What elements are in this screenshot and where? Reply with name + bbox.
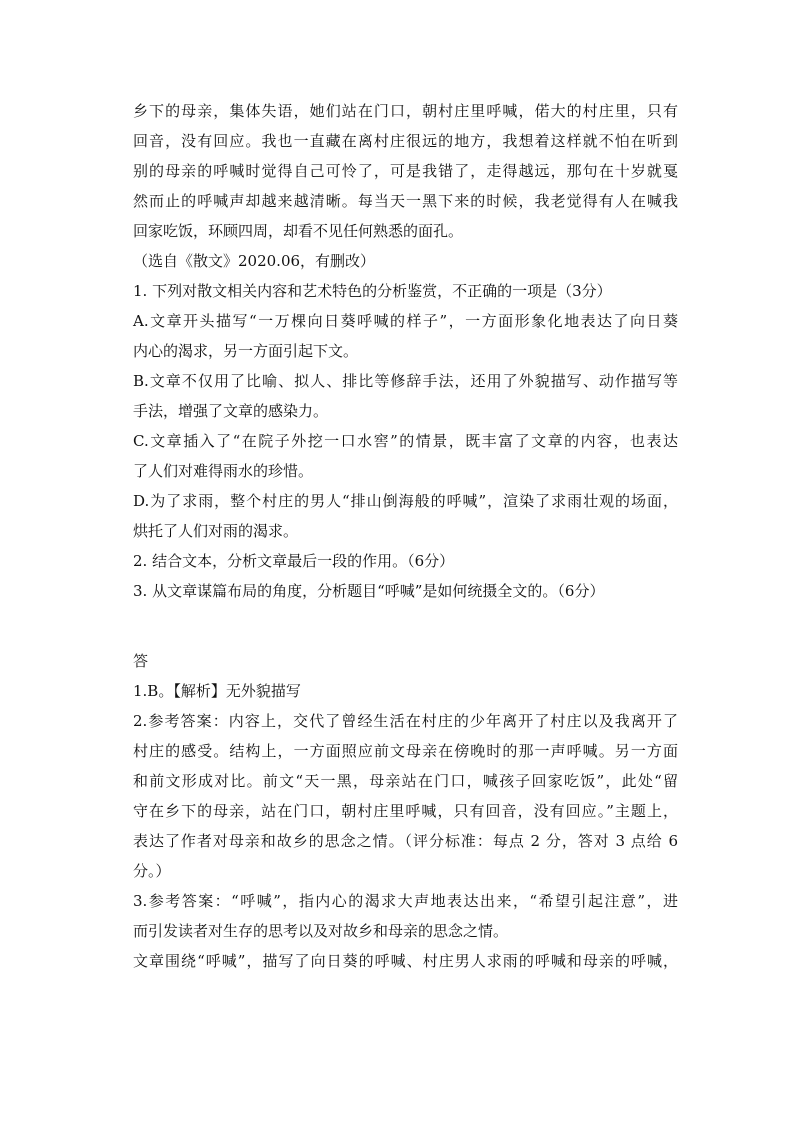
question-1: 1. 下列对散文相关内容和艺术特色的分析鉴赏，不正确的一项是（3分）	[133, 282, 612, 300]
option-d	[133, 486, 678, 546]
answer-2-line: 表达了作者对母亲和故乡的思念之情。（评分标准：每点 2 分，答对 3 点给 6	[133, 832, 678, 850]
answer-2-line: 守在乡下的母亲，站在门口，朝村庄里呼喊，只有回音，没有回应。”主题上，	[133, 802, 678, 820]
spacer	[133, 606, 678, 636]
passage	[133, 96, 678, 276]
spacer	[133, 636, 678, 646]
answer-2-line: 和前文形成对比。前文“天一黑，母亲站在门口，喊孩子回家吃饭”，此处“留	[133, 772, 678, 790]
answers	[133, 646, 678, 976]
option-a-line: 内心的渴求，另一方面引起下文。	[133, 342, 359, 360]
question-3: 3. 从文章谋篇布局的角度，分析题目“呼喊”是如何统摄全文的。（6分）	[133, 582, 605, 600]
answer-3-line: 而引发读者对生存的思考以及对故乡和母亲的思念之情。	[133, 922, 509, 940]
passage-line: 乡下的母亲，集体失语，她们站在门口，朝村庄里呼喊，偌大的村庄里，只有	[133, 102, 678, 120]
option-a	[133, 306, 678, 366]
passage-line: 别的母亲的呼喊时觉得自己可怜了，可是我错了，走得越远，那句在十岁就戛	[133, 162, 678, 180]
answers-heading: 答	[133, 652, 149, 670]
answer-1: 1.B。【解析】无外貌描写	[133, 682, 301, 700]
option-d-line: D.为了求雨，整个村庄的男人“排山倒海般的呼喊”，渲染了求雨壮观的场面，	[133, 492, 678, 510]
answer-2-line: 分。）	[133, 862, 171, 880]
passage-line: 回音，没有回应。我也一直藏在离村庄很远的地方，我想着这样就不怕在听到	[133, 132, 678, 150]
answer-2	[133, 706, 678, 886]
question-2: 2. 结合文本，分析文章最后一段的作用。（6分）	[133, 552, 455, 570]
answer-2-line: 村庄的感受。结构上，一方面照应前文母亲在傍晚时的那一声呼喊。另一方面	[133, 742, 678, 760]
option-b-line: B.文章不仅用了比喻、拟人、排比等修辞手法，还用了外貌描写、动作描写等	[133, 372, 678, 390]
option-c	[133, 426, 678, 486]
answer-3-line: 3.参考答案：“呼喊”，指内心的渴求大声地表达出来，“希望引起注意”，进	[133, 892, 678, 910]
option-a-line: A.文章开头描写“一万棵向日葵呼喊的样子”，一方面形象化地表达了向日葵	[133, 312, 678, 330]
answer-3-continuation: 文章围绕“呼喊”，描写了向日葵的呼喊、村庄男人求雨的呼喊和母亲的呼喊，	[133, 952, 678, 970]
answer-3	[133, 886, 678, 946]
answer-2-line: 2.参考答案：内容上，交代了曾经生活在村庄的少年离开了村庄以及我离开了	[133, 712, 678, 730]
source-citation: （选自《散文》2020.06，有删改）	[133, 252, 376, 270]
questions	[133, 276, 678, 606]
passage-line: 回家吃饭，环顾四周，却看不见任何熟悉的面孔。	[133, 222, 464, 240]
option-c-line: 了人们对难得雨水的珍惜。	[133, 462, 314, 480]
option-c-line: C.文章插入了“在院子外挖一口水窖”的情景，既丰富了文章的内容，也表达	[133, 432, 678, 450]
option-b	[133, 366, 678, 426]
document-body	[133, 96, 678, 976]
option-b-line: 手法，增强了文章的感染力。	[133, 402, 329, 420]
option-d-line: 烘托了人们对雨的渴求。	[133, 522, 299, 540]
passage-line: 然而止的呼喊声却越来越清晰。每当天一黑下来的时候，我老觉得有人在喊我	[133, 192, 678, 210]
